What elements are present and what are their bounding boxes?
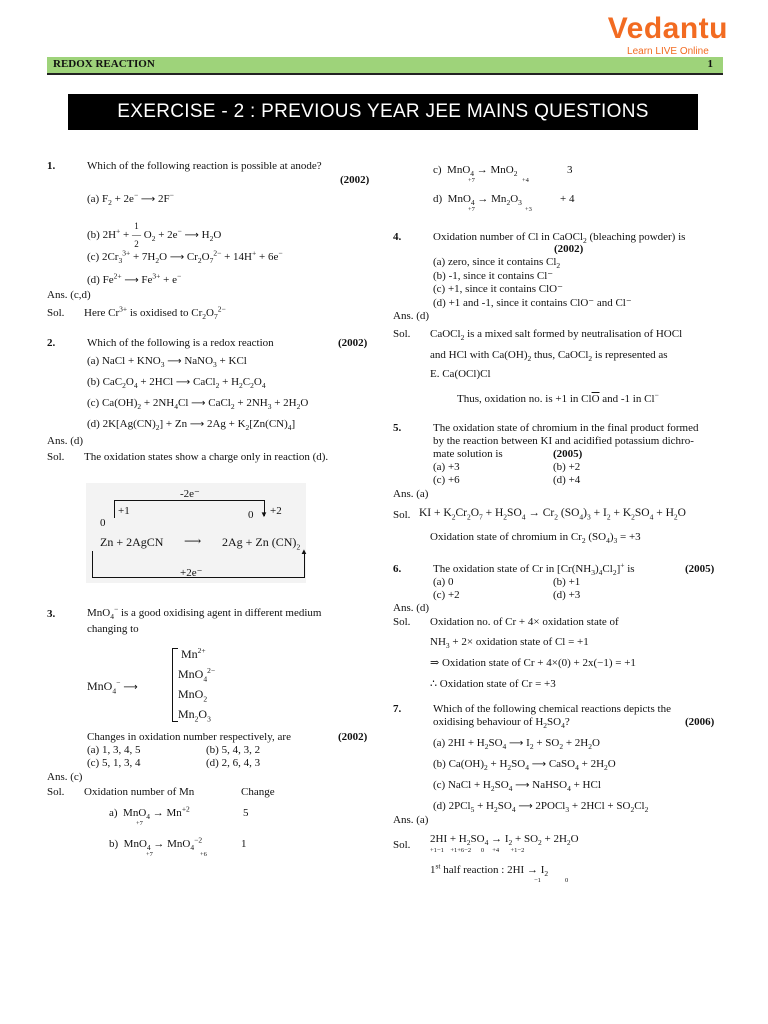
q7-answer: Ans. (a) xyxy=(393,814,429,826)
q3-text2: changing to xyxy=(87,623,139,635)
q6-opt-c: (c) +2 xyxy=(433,589,460,601)
chapter-header xyxy=(47,57,723,75)
q1-solution: Here $Cr^{3+}$ is oxidised to $Cr_2O_7^{2-}$ xyxy=(84,304,226,322)
diagram-plus2: +2 xyxy=(270,505,282,517)
q6-opt-a: (a) 0 xyxy=(433,576,454,588)
q3-answer: Ans. (c) xyxy=(47,771,83,783)
vedantu-logo xyxy=(608,14,728,57)
q5-opt-a: (a) +3 xyxy=(433,461,460,473)
q4-text: Oxidation number of Cl in CaOCl$_2$ (bleaching powder) is xyxy=(433,231,686,246)
q5-answer: Ans. (a) xyxy=(393,488,429,500)
q7-sol-label: Sol. xyxy=(393,839,411,851)
diagram-eq-right: 2Ag + Zn $(CN)_2$ xyxy=(222,535,301,552)
q3-row-b: b) MnO$_4$ → MnO$_4^{-2}$ xyxy=(109,835,203,853)
q5-opt-d: (d) +4 xyxy=(553,474,581,486)
q6-sol-label: Sol. xyxy=(393,616,411,628)
q5-opt-b: (b) +2 xyxy=(553,461,581,473)
q6-year: (2005) xyxy=(685,563,715,575)
q3-row-a: a) $MnO_4 \to Mn^{+2}$ xyxy=(109,804,190,822)
q4-opt-b: (b) -1, since it contains Cl⁻ xyxy=(433,270,554,282)
q2-opt-a: (a) NaCl + $KNO_3$ ⟶ NaNO$_3$ + KCl xyxy=(87,355,247,370)
q3-opt-a: (a) 1, 3, 4, 5 xyxy=(87,744,141,756)
q4-number: 4. xyxy=(393,231,402,243)
chapter-title: REDOX REACTION xyxy=(53,58,155,70)
q3-number: 3. xyxy=(47,608,56,620)
q5-line-3: mate solution is xyxy=(433,448,503,460)
electron-transfer-diagram: -2e⁻ ▼ +1 0 0 +2 Zn + 2AgCN ⟶ 2Ag + Zn $(CN)_2$ ▲ +2e⁻ xyxy=(86,483,306,583)
q3-row-d: d) $MnO_4 \to Mn_2O_3$ xyxy=(433,193,522,208)
q7-opt-d: (d) $2PCl_5 + H_2SO_4$ ⟶ 2POCl$_3$ + $2HCl + SO_2Cl_2$ xyxy=(433,800,649,815)
q5-sol-2: Oxidation state of chromium in $Cr_2$ $(SO_4)_3 = +3$ xyxy=(430,531,641,546)
q6-opt-b: (b) +1 xyxy=(553,576,581,588)
logo-tagline: Learn LIVE Online xyxy=(627,46,709,57)
q1-year: (2002) xyxy=(340,174,370,186)
q7-year: (2006) xyxy=(685,716,715,728)
q6-sol-4: ∴ Oxidation state of Cr = +3 xyxy=(430,678,556,690)
q3-col-1: Oxidation number of Mn xyxy=(84,786,195,798)
q2-year: (2002) xyxy=(338,337,368,349)
q3-prod-4: $Mn_2O_3$ xyxy=(178,707,211,724)
q3-sol-label: Sol. xyxy=(47,786,65,798)
q3-prod-1: $Mn^{2+}$ xyxy=(181,646,206,661)
exercise-title: EXERCISE - 2 : PREVIOUS YEAR JEE MAINS QUESTIONS xyxy=(68,94,698,130)
q3-prod-2: MnO$_4^{2-}$ xyxy=(178,666,216,684)
q3-opt-d: (d) 2, 6, 4, 3 xyxy=(206,757,261,769)
q6-sol-2: $NH_3 + 2\times$ oxidation state of Cl = +1 xyxy=(430,636,589,651)
diagram-zero-2: 0 xyxy=(248,509,254,521)
q3-prod-3: MnO$_2$ xyxy=(178,687,208,704)
q5-number: 5. xyxy=(393,422,402,434)
q3-col-2: Change xyxy=(241,786,275,798)
q3-year: (2002) xyxy=(338,731,368,743)
diagram-bottom-label: +2e⁻ xyxy=(180,567,203,579)
q2-text: Which of the following is a redox reaction xyxy=(87,337,274,349)
q7-number: 7. xyxy=(393,703,402,715)
q4-sol-line-3: E. Ca(OCl)Cl xyxy=(430,368,491,380)
q3-change-c: 3 xyxy=(567,164,573,176)
q1-sol-label: Sol. xyxy=(47,307,65,319)
q7-line-1: Which of the following chemical reactions depicts the xyxy=(433,703,671,715)
q6-text: The oxidation state of Cr in $[Cr(NH_3)_4Cl_2]^+$ is xyxy=(433,560,635,578)
q3-changes: Changes in oxidation number respectively, are xyxy=(87,731,291,743)
q4-opt-c: (c) +1, since it contains ClO⁻ xyxy=(433,283,563,295)
q3-text: MnO$_4$− is a good oxidising agent in different medium xyxy=(87,604,322,622)
q3-reactant: MnO$_4$− ⟶ xyxy=(87,678,138,696)
q5-sol-label: Sol. xyxy=(393,509,411,521)
q4-opt-a: (a) zero, since it contains $Cl_2$ xyxy=(433,256,561,271)
q1-number: 1. xyxy=(47,160,56,172)
q3-change-a: 5 xyxy=(243,807,249,819)
q7-opt-c: (c) NaCl + $H_2SO_4$ ⟶ NaHSO$_4$ + HCl xyxy=(433,779,601,794)
q2-number: 2. xyxy=(47,337,56,349)
q3-change-d: + 4 xyxy=(560,193,575,205)
q6-sol-3: ⇒ Oxidation state of Cr + 4×(0) + 2x(−1) = +1 xyxy=(430,657,636,669)
q5-year: (2005) xyxy=(553,448,583,460)
diagram-zero-1: 0 xyxy=(100,517,106,529)
q2-opt-d: (d) $2K[Ag(CN)_2] + Zn$ ⟶ $2Ag + K_2[Zn(CN)_4]$ xyxy=(87,418,296,433)
diagram-eq-left: Zn + 2AgCN xyxy=(100,535,164,549)
q6-sol-1: Oxidation no. of Cr + 4× oxidation state of xyxy=(430,616,619,628)
q1-answer: Ans. (c,d) xyxy=(47,289,91,301)
q3-row-c: c) MnO$_4$ → MnO$_2$ xyxy=(433,164,518,179)
q7-line-2: oxidising behaviour of $H_2SO_4$? xyxy=(433,716,570,731)
q4-sol-label: Sol. xyxy=(393,328,411,340)
diagram-top-label: -2e⁻ xyxy=(180,488,200,500)
q4-answer: Ans. (d) xyxy=(393,310,430,322)
q4-sol-line-4: Thus, oxidation no. is +1 in $Cl\overline{O}$ and -1 in Cl− xyxy=(457,390,659,405)
q2-solution: The oxidation states show a charge only in reaction (d). xyxy=(84,451,329,463)
q7-opt-a: (a) $2HI + H_2SO_4$ ⟶ $I_2 + SO_2 + 2H_2O$ xyxy=(433,737,600,752)
q5-equation: KI + $K_2Cr_2O_7 + H_2SO_4 \to Cr_2$ $(SO_4)_3 + I_2 + K_2SO_4 + H_2O$ xyxy=(419,507,686,522)
q3-change-b: 1 xyxy=(241,838,247,850)
q7-half-reaction: 1st half reaction : $2HI \to I_2$ xyxy=(430,861,549,879)
q5-line-2: by the reaction between KI and acidified potassium dichro- xyxy=(433,435,694,447)
diagram-plus1: +1 xyxy=(118,505,130,517)
q7-sol-equation: $2HI + H_2SO_4 \to I_2 + SO_2 + 2H_2O$ xyxy=(430,833,579,848)
q4-sol-line-1: CaOCl$_2$ is a mixed salt formed by neutralisation of HOCl xyxy=(430,328,683,343)
q4-sol-line-2: and HCl with $Ca(OH)_2$ thus, CaOCl$_2$ is represented as xyxy=(430,349,668,364)
q1-text: Which of the following reaction is possible at anode? xyxy=(87,160,322,172)
q7-opt-b: (b) $Ca(OH)_2 + H_2SO_4$ ⟶ CaSO$_4$ + $2H_2O$ xyxy=(433,758,616,773)
q5-line-1: The oxidation state of chromium in the final product formed xyxy=(433,422,699,434)
q4-year: (2002) xyxy=(554,243,584,255)
q6-opt-d: (d) +3 xyxy=(553,589,581,601)
q3-opt-c: (c) 5, 1, 3, 4 xyxy=(87,757,141,769)
q4-opt-d: (d) +1 and -1, since it contains ClO⁻ and Cl⁻ xyxy=(433,297,632,309)
q2-opt-b: (b) $CaC_2O_4 + 2HCl$ ⟶ CaCl$_2$ + $H_2C_2O_4$ xyxy=(87,376,266,391)
q2-opt-c: (c) $Ca(OH)_2 + 2NH_4Cl$ ⟶ CaCl$_2$ + $2NH_3 + 2H_2O$ xyxy=(87,397,309,412)
logo-brand: Vedantu xyxy=(607,12,728,45)
q1-opt-d: (d) $Fe^{2+}$ ⟶ $Fe^{3+} + e^-$ xyxy=(87,271,182,286)
page-number: 1 xyxy=(707,58,713,70)
q3-opt-b: (b) 5, 4, 3, 2 xyxy=(206,744,261,756)
q1-opt-a: (a) $F_2 + 2e^-$ ⟶ 2F− xyxy=(87,190,174,208)
q1-opt-b: (b) 2H+ + 1 ― 2 $O_2 + 2e^-$ ⟶ $H_2O$ xyxy=(87,221,222,249)
q2-answer: Ans. (d) xyxy=(47,435,84,447)
q5-opt-c: (c) +6 xyxy=(433,474,460,486)
q6-number: 6. xyxy=(393,563,402,575)
q1-opt-c: (c) $2Cr_3^{3+} + 7H_2O$ ⟶ $Cr_2O_7^{2-} + 14H^+ + 6e^-$ xyxy=(87,248,283,266)
q2-sol-label: Sol. xyxy=(47,451,65,463)
q6-answer: Ans. (d) xyxy=(393,602,430,614)
